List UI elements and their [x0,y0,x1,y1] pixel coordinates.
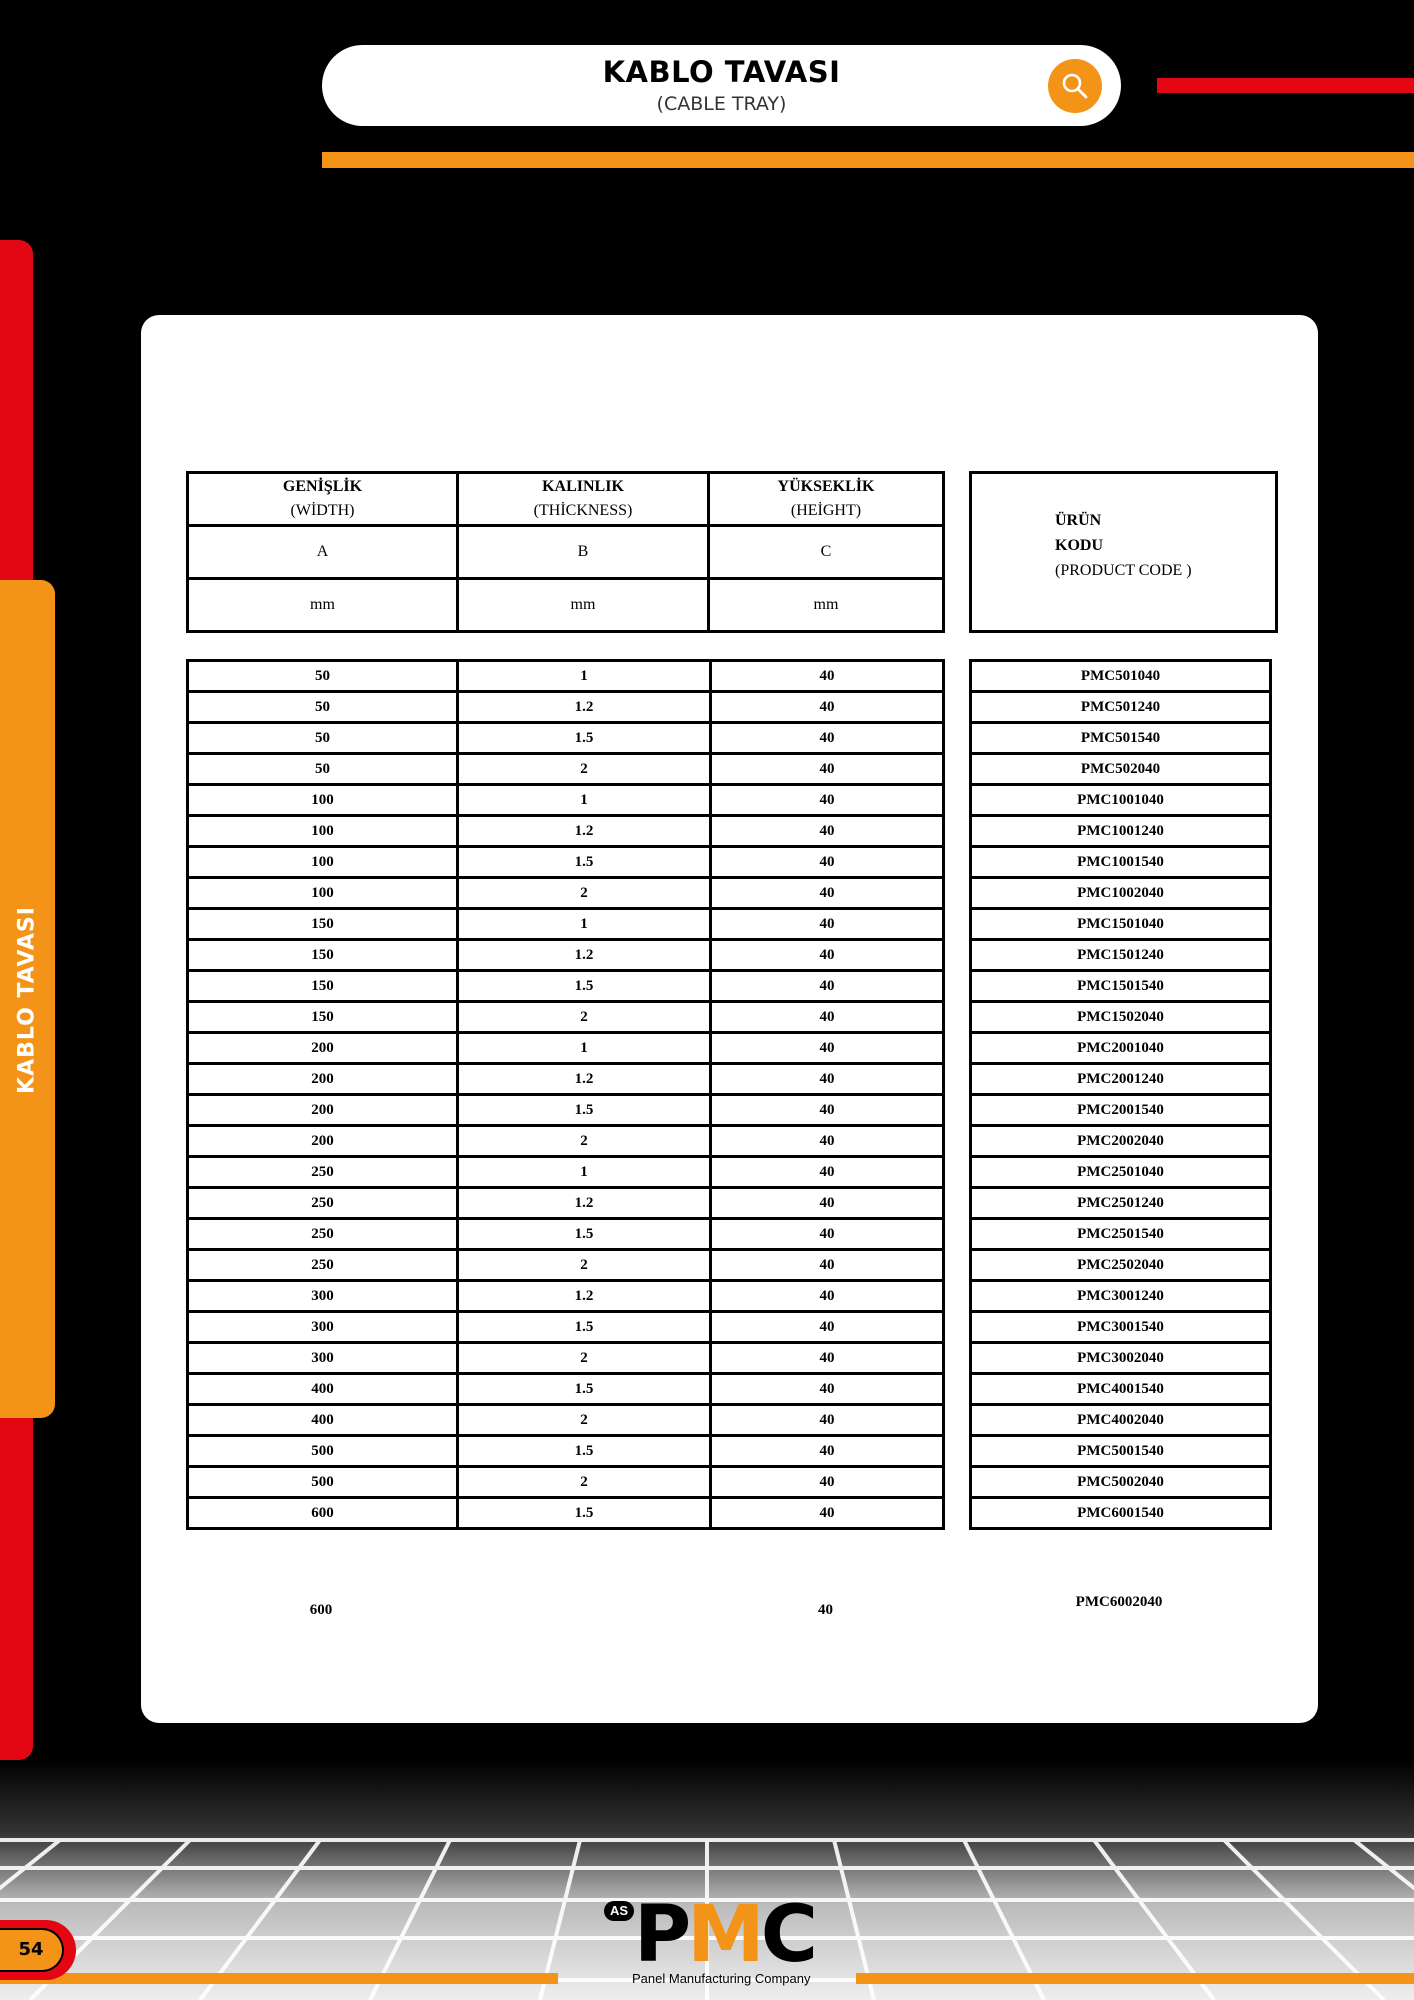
cell-c: 40 [711,1126,944,1157]
cell-b: 1.5 [458,1374,711,1405]
cell-c: 40 [711,940,944,971]
cell-c: 40 [711,754,944,785]
table-row [188,816,944,847]
cell-code: PMC5001540 [971,1436,1271,1467]
code-row [971,1374,1271,1405]
cell-code: PMC3002040 [971,1343,1271,1374]
cell-b: 1 [458,1033,711,1064]
cell-a: 50 [188,754,458,785]
cell-c: 40 [711,1250,944,1281]
cell-a: 250 [188,1157,458,1188]
cell-code: PMC501240 [971,692,1271,723]
cell-c: 40 [711,1436,944,1467]
cell-a: 100 [188,847,458,878]
table-row [188,847,944,878]
cell-a: 150 [188,909,458,940]
cell-b: 2 [458,1467,711,1498]
code-row [971,661,1271,692]
cell-c: 40 [711,1281,944,1312]
tail-width: 600 [309,1602,333,1618]
spec-rows-table [186,659,945,1530]
table-row [188,1033,944,1064]
cell-code: PMC1501040 [971,909,1271,940]
table-row [188,1467,944,1498]
table-row [188,1281,944,1312]
cell-code: PMC2001240 [971,1064,1271,1095]
header-letter-b: B [458,526,709,579]
table-row [188,1374,944,1405]
table-row [188,1405,944,1436]
cell-b: 2 [458,1002,711,1033]
cell-b: 1.2 [458,816,711,847]
cell-b: 1.5 [458,1436,711,1467]
table-row [188,723,944,754]
cell-c: 40 [711,1374,944,1405]
cell-b: 1 [458,661,711,692]
cell-a: 250 [188,1250,458,1281]
cell-a: 250 [188,1188,458,1219]
code-row [971,909,1271,940]
product-code-table [969,659,1272,1530]
table-row [188,754,944,785]
page-number-badge [0,1920,76,1980]
decor-orange-bar [322,152,1414,168]
table-row [188,909,944,940]
cell-b: 2 [458,754,711,785]
cell-c: 40 [711,1188,944,1219]
cell-c: 40 [711,1002,944,1033]
search-button[interactable] [1048,59,1102,113]
cell-b: 2 [458,1126,711,1157]
page-subtitle: (CABLE TRAY) [656,93,787,115]
code-row [971,1219,1271,1250]
header-letter-c: C [709,526,944,579]
cell-code: PMC5002040 [971,1467,1271,1498]
cell-code: PMC2501040 [971,1157,1271,1188]
cell-code: PMC501040 [971,661,1271,692]
cell-c: 40 [711,692,944,723]
cell-c: 40 [711,661,944,692]
page-number: 54 [0,1928,64,1972]
cell-code: PMC6001540 [971,1498,1271,1529]
code-row [971,754,1271,785]
cell-a: 50 [188,661,458,692]
cell-code: PMC2501240 [971,1188,1271,1219]
side-tab-label: KABLO TAVASI [14,906,40,1094]
code-row [971,1157,1271,1188]
footer-orange-bar-right [856,1973,1414,1984]
cell-a: 300 [188,1281,458,1312]
cell-a: 250 [188,1219,458,1250]
cell-c: 40 [711,1219,944,1250]
table-row [188,1498,944,1529]
table-row [188,878,944,909]
cell-c: 40 [711,1498,944,1529]
cell-b: 1.2 [458,1281,711,1312]
table-row [188,1126,944,1157]
table-row [188,1157,944,1188]
table-row [188,1188,944,1219]
code-row [971,1064,1271,1095]
cell-a: 100 [188,878,458,909]
table-row [188,1343,944,1374]
cell-code: PMC1002040 [971,878,1271,909]
cell-code: PMC3001240 [971,1281,1271,1312]
pmc-logo [604,1890,816,1995]
code-row [971,723,1271,754]
code-row [971,1498,1271,1529]
header-letter-a: A [188,526,458,579]
header-unit-b: mm [458,579,709,632]
cell-b: 1.2 [458,1188,711,1219]
cell-code: PMC2502040 [971,1250,1271,1281]
cell-a: 400 [188,1405,458,1436]
cell-a: 500 [188,1467,458,1498]
table-row [188,1436,944,1467]
spec-header-table [186,471,945,633]
cell-code: PMC1001540 [971,847,1271,878]
cell-b: 1 [458,1157,711,1188]
table-row [188,1002,944,1033]
cell-code: PMC2501540 [971,1219,1271,1250]
code-row [971,692,1271,723]
cell-code: PMC1001240 [971,816,1271,847]
cell-c: 40 [711,1343,944,1374]
table-row [188,971,944,1002]
cell-c: 40 [711,878,944,909]
header-height: YÜKSEKLİK (HEİGHT) [709,473,944,526]
cell-c: 40 [711,1095,944,1126]
logo-tagline: Panel Manufacturing Company [632,1971,811,1986]
cell-a: 400 [188,1374,458,1405]
cell-code: PMC502040 [971,754,1271,785]
cell-code: PMC2001040 [971,1033,1271,1064]
cell-b: 1.5 [458,1498,711,1529]
cell-code: PMC3001540 [971,1312,1271,1343]
cell-c: 40 [711,1064,944,1095]
cell-c: 40 [711,816,944,847]
code-row [971,1033,1271,1064]
cell-b: 2 [458,1405,711,1436]
cell-a: 200 [188,1095,458,1126]
cell-code: PMC4001540 [971,1374,1271,1405]
cell-a: 100 [188,785,458,816]
cell-a: 300 [188,1312,458,1343]
table-row [188,1095,944,1126]
cell-b: 1 [458,785,711,816]
decor-red-bar [1157,78,1414,93]
cell-a: 100 [188,816,458,847]
code-row [971,1188,1271,1219]
cell-a: 200 [188,1064,458,1095]
cell-b: 1 [458,909,711,940]
code-row [971,940,1271,971]
code-row [971,1250,1271,1281]
header-unit-c: mm [709,579,944,632]
table-row [188,1219,944,1250]
table-row [188,1064,944,1095]
cell-c: 40 [711,785,944,816]
cell-code: PMC2001540 [971,1095,1271,1126]
cell-c: 40 [711,1312,944,1343]
cell-code: PMC1502040 [971,1002,1271,1033]
cell-c: 40 [711,1157,944,1188]
cell-a: 300 [188,1343,458,1374]
cell-c: 40 [711,1033,944,1064]
tail-height: 40 [818,1602,833,1618]
cell-b: 1.2 [458,1064,711,1095]
code-row [971,816,1271,847]
cell-b: 2 [458,1343,711,1374]
cell-b: 1.5 [458,723,711,754]
cell-b: 1.2 [458,940,711,971]
cell-code: PMC1501240 [971,940,1271,971]
cell-c: 40 [711,1467,944,1498]
page-title: KABLO TAVASI [602,55,841,89]
table-row [188,1312,944,1343]
cell-a: 600 [188,1498,458,1529]
cell-a: 150 [188,940,458,971]
code-row [971,878,1271,909]
cell-b: 1.5 [458,1095,711,1126]
cell-b: 1.2 [458,692,711,723]
cell-c: 40 [711,1405,944,1436]
code-row [971,847,1271,878]
code-row [971,1126,1271,1157]
code-row [971,971,1271,1002]
cell-a: 200 [188,1126,458,1157]
cell-a: 150 [188,971,458,1002]
cell-c: 40 [711,847,944,878]
cell-b: 1.5 [458,1312,711,1343]
table-row [188,785,944,816]
cell-a: 150 [188,1002,458,1033]
header-unit-a: mm [188,579,458,632]
cell-b: 2 [458,1250,711,1281]
header-pill [322,45,1121,126]
code-row [971,1281,1271,1312]
cell-b: 1.5 [458,847,711,878]
code-row [971,1405,1271,1436]
search-icon [1061,72,1089,100]
cell-b: 1.5 [458,1219,711,1250]
code-row [971,1312,1271,1343]
cell-a: 50 [188,723,458,754]
code-row [971,1343,1271,1374]
code-row [971,1436,1271,1467]
table-row [188,940,944,971]
cell-a: 50 [188,692,458,723]
cell-code: PMC4002040 [971,1405,1271,1436]
code-row [971,1095,1271,1126]
cell-code: PMC1501540 [971,971,1271,1002]
table-row [188,692,944,723]
logo-as-badge: AS [604,1901,634,1921]
code-row [971,785,1271,816]
table-row [188,1250,944,1281]
cell-a: 200 [188,1033,458,1064]
header-thickness: KALINLIK (THİCKNESS) [458,473,709,526]
product-code-header: ÜRÜN KODU (PRODUCT CODE ) [969,471,1278,633]
cell-c: 40 [711,909,944,940]
code-row [971,1002,1271,1033]
cell-b: 1.5 [458,971,711,1002]
cell-b: 2 [458,878,711,909]
footer-orange-bar-left [0,1973,558,1984]
cell-code: PMC1001040 [971,785,1271,816]
cell-code: PMC2002040 [971,1126,1271,1157]
cell-a: 500 [188,1436,458,1467]
cell-code: PMC501540 [971,723,1271,754]
cell-c: 40 [711,723,944,754]
table-row [188,661,944,692]
logo-wordmark: PMC [634,1890,815,1980]
tail-code: PMC6002040 [1075,1594,1163,1610]
header-width: GENİŞLİK (WİDTH) [188,473,458,526]
cell-c: 40 [711,971,944,1002]
code-row [971,1467,1271,1498]
